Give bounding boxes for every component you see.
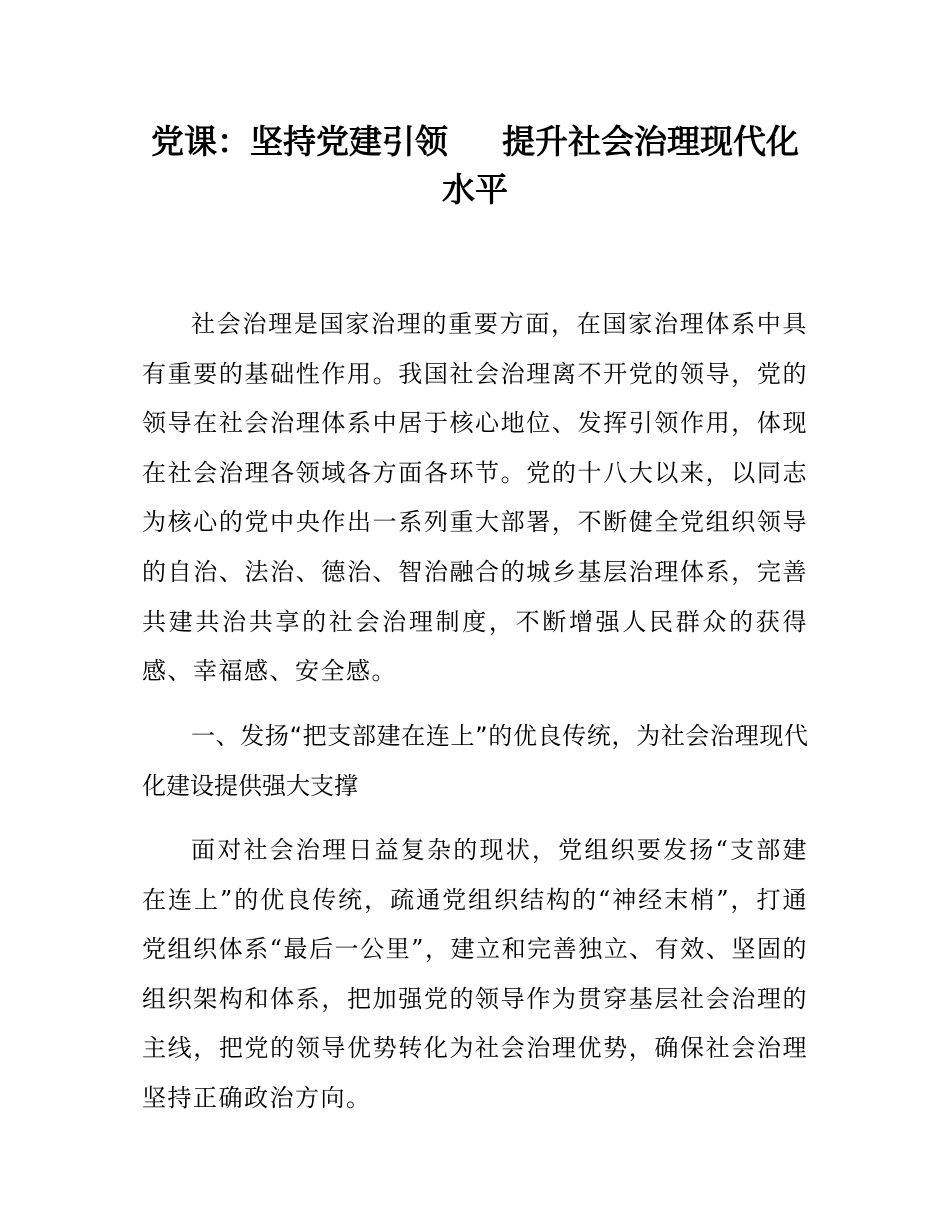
intro-paragraph: 社会治理是国家治理的重要方面，在国家治理体系中具有重要的基础性作用。我国社会治理离不开党的领导，党的领导在社会治理体系中居于核心地位、发挥引领作用，体现在社会治理各领域各方面各环节。党的十八大以来，以同志为核心的党中央作出一系列重大部署，不断健全党组织领导的自治、法治、德治、智治融合的城乡基层治理体系，完善共建共治共享的社会治理制度，不断增强人民群众的获得感、幸福感、安全感。 — [142, 310, 808, 686]
section-1-paragraph: 面对社会治理日益复杂的现状，党组织要发扬“支部建在连上”的优良传统，疏通党组织结构的“神经末梢”，打通党组织体系“最后一公里”，建立和完善独立、有效、坚固的组织架构和体系，把加强党的领导作为贯穿基层社会治理的主线，把党的领导优势转化为社会治理优势，确保社会治理坚持正确政治方向。 — [142, 836, 808, 1112]
document-title — [142, 118, 808, 214]
title-part-1: 党课：坚持党建引领 — [151, 122, 448, 161]
title-part-2: 提升社会治理现代化水平 — [442, 122, 799, 209]
section-heading-1: 一、发扬“把支部建在连上”的优良传统，为社会治理现代化建设提供强大支撑 — [142, 722, 808, 800]
